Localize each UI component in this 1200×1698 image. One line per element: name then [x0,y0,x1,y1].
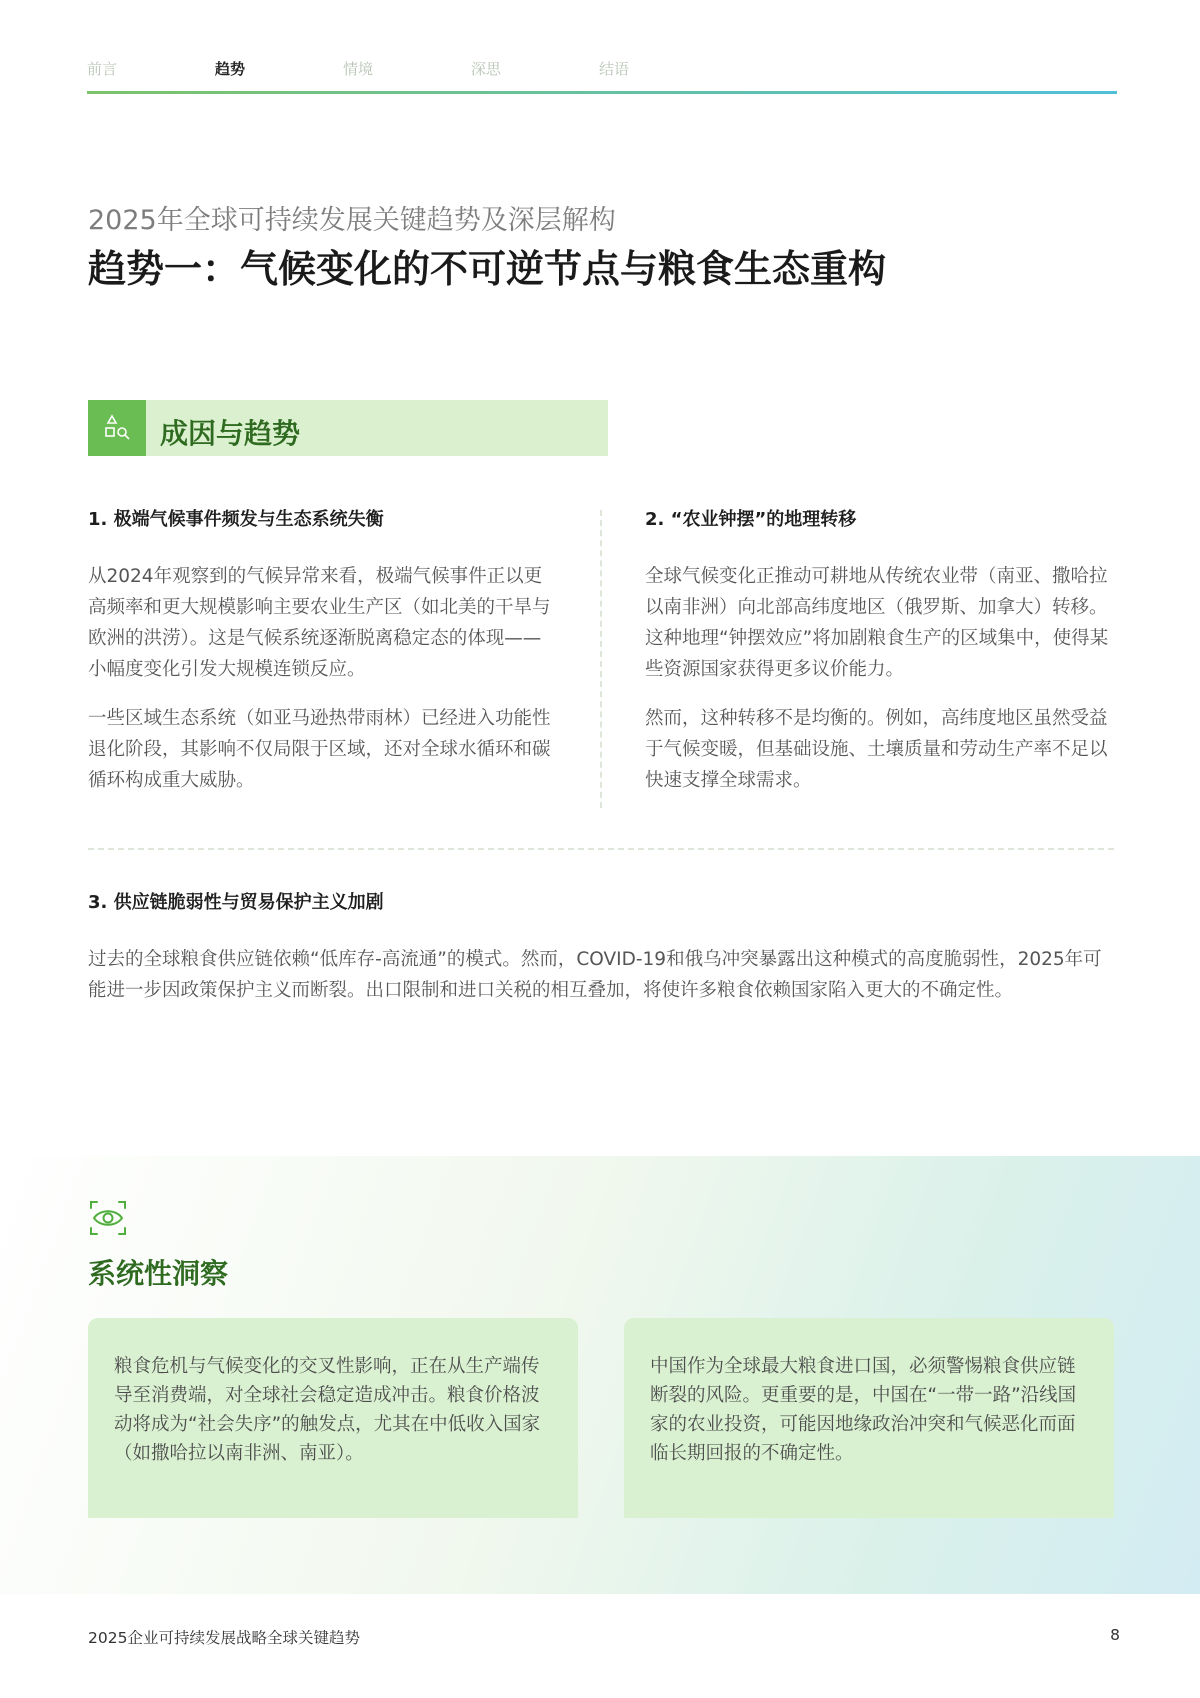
trend-point-paragraph: 过去的全球粮食供应链依赖“低库存-高流通”的模式。然而，COVID-19和俄乌冲突暴露出这种模式的高度脆弱性，2025年可能进一步因政策保护主义而断裂。出口限制和进口关税的相互叠加，将使许多粮食依赖国家陷入更大的不确定性。 [88,949,1102,1001]
report-supertitle: 2025年全球可持续发展关键趋势及深层解构 [88,205,616,236]
insight-card-text: 粮食危机与气候变化的交叉性影响，正在从生产端传导至消费端，对全球社会稳定造成冲击。粮食价格波动将成为“社会失序”的触发点，尤其在中低收入国家（如撒哈拉以南非洲、南亚）。 [114,1356,541,1464]
insight-card [88,1318,578,1518]
top-nav [87,52,1117,94]
section-title: 成因与趋势 [160,417,301,450]
trend-point-heading: 3. 供应链脆弱性与贸易保护主义加剧 [88,892,384,913]
shapes-search-icon [88,400,146,456]
insight-card [624,1318,1114,1518]
trend-point-3 [88,888,1114,1024]
page-number: 8 [1110,1626,1120,1644]
section-header [88,400,608,456]
trend-point-paragraph: 全球气候变化正推动可耕地从传统农业带（南亚、撒哈拉以南非洲）向北部高纬度地区（俄罗斯、加拿大）转移。这种地理“钟摆效应”将加剧粮食生产的区域集中，使得某些资源国家获得更多议价能力。 [645,566,1109,680]
insight-title: 系统性洞察 [88,1257,229,1290]
nav-tab-trends[interactable]: 趋势 [215,60,246,78]
footer-title: 2025企业可持续发展战略全球关键趋势 [88,1629,360,1647]
nav-tab-scenarios[interactable]: 情境 [343,60,374,78]
trend-point-heading: 1. 极端气候事件频发与生态系统失衡 [88,509,384,530]
trend-point-paragraph: 一些区域生态系统（如亚马逊热带雨林）已经进入功能性退化阶段，其影响不仅局限于区域，还对全球水循环和碳循环构成重大威胁。 [88,708,551,791]
nav-tab-conclusion[interactable]: 结语 [599,60,630,78]
insight-panel [0,1156,1200,1594]
eye-scan-icon [88,1198,128,1242]
trend-point-heading: 2. “农业钟摆”的地理转移 [645,509,857,530]
trend-point-paragraph: 从2024年观察到的气候异常来看，极端气候事件正以更高频率和更大规模影响主要农业生产区（如北美的干旱与欧洲的洪涝）。这是气候系统逐渐脱离稳定态的体现——小幅度变化引发大规模连锁反应。 [88,566,551,680]
nav-tab-preface[interactable]: 前言 [87,60,118,78]
trend-point-paragraph: 然而，这种转移不是均衡的。例如，高纬度地区虽然受益于气候变暖，但基础设施、土壤质量和劳动生产率不足以快速支撑全球需求。 [645,708,1108,791]
trend-point-2 [645,505,1115,814]
page-title: 趋势一：气候变化的不可逆节点与粮食生态重构 [88,247,887,291]
insight-card-text: 中国作为全球最大粮食进口国，必须警惕粮食供应链断裂的风险。更重要的是，中国在“一带一路”沿线国家的农业投资，可能因地缘政治冲突和气候恶化而面临长期回报的不确定性。 [650,1356,1077,1464]
column-divider [600,510,602,808]
row-divider [88,848,1114,850]
trend-point-1 [88,505,558,814]
nav-underline [87,91,1117,94]
nav-tab-reflection[interactable]: 深思 [471,60,502,78]
